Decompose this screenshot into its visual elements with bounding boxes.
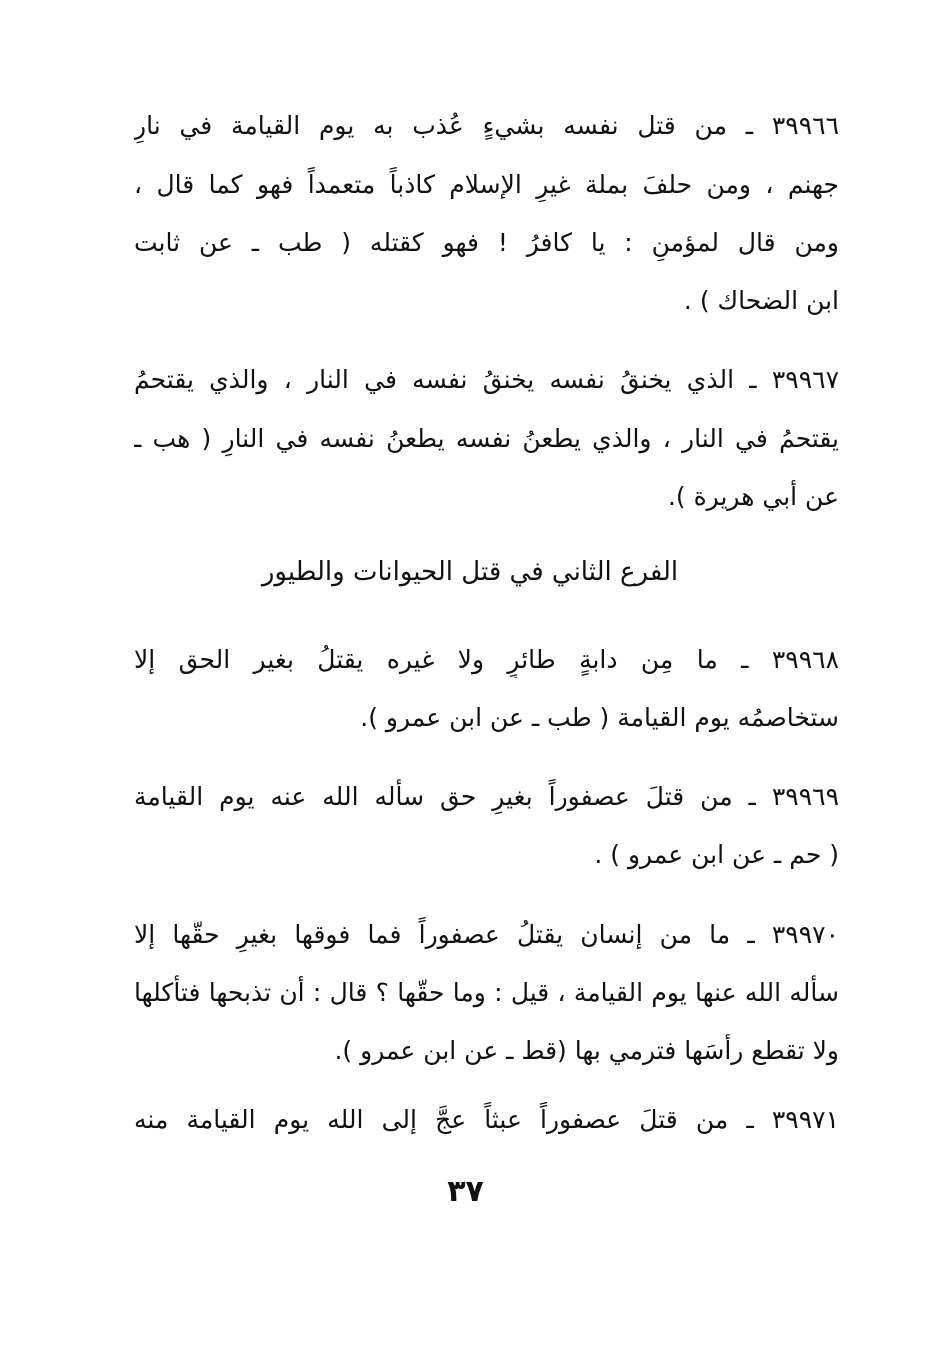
hadith-39966-line-4: ابن الضحاك ) . <box>683 286 839 315</box>
section-heading: الفرع الثاني في قتل الحيوانات والطيور <box>261 557 679 587</box>
page-number: ٣٧ <box>447 1174 484 1209</box>
hadith-39966-line-3: ومن قال لمؤمنٍ : يا كافرُ ! فهو كقتله ( طب ـ عن ثابت <box>134 228 839 257</box>
hadith-39970-line-1: ٣٩٩٧٠ ـ ما من إنسان يقتلُ عصفوراً فما فوقها بغيرِ حقّها إلا <box>134 920 839 949</box>
hadith-39970-line-3: ولا تقطع رأسَها فترمي بها (قط ـ عن ابن عمرو ). <box>334 1036 839 1065</box>
hadith-39968-line-1: ٣٩٩٦٨ ـ ما مِن دابةٍ طائرٍ ولا غيره يقتلُ بغير الحق إلا <box>134 645 839 674</box>
hadith-39968-line-2: ستخاصمُه يوم القيامة ( طب ـ عن ابن عمرو ). <box>360 703 839 732</box>
hadith-39966-line-1: ٣٩٩٦٦ ـ من قتل نفسه بشيءٍ عُذب به يوم القيامة في نارِ <box>134 111 839 140</box>
hadith-39967-line-2: يقتحمُ في النار ، والذي يطعنُ نفسه يطعنُ نفسه في النارِ ( هب ـ <box>134 424 839 453</box>
hadith-39970-line-2: سأله الله عنها يوم القيامة ، قيل : وما حقّها ؟ قال : أن تذبحها فتأكلها <box>134 978 839 1007</box>
hadith-39966-line-2: جهنم ، ومن حلفَ بملة غيرِ الإسلام كاذباً متعمداً فهو كما قال ، <box>134 170 839 199</box>
hadith-39969-line-2: ( حم ـ عن ابن عمرو ) . <box>594 840 839 869</box>
hadith-39967-line-3: عن أبي هريرة ). <box>667 482 839 511</box>
hadith-39969-line-1: ٣٩٩٦٩ ـ من قتلَ عصفوراً بغيرِ حق سأله الله عنه يوم القيامة <box>134 782 839 811</box>
hadith-39967-line-1: ٣٩٩٦٧ ـ الذي يخنقُ نفسه يخنقُ نفسه في النار ، والذي يقتحمُ <box>134 365 839 394</box>
hadith-39971-line-1: ٣٩٩٧١ ـ من قتلَ عصفوراً عبثاً عجَّ إلى الله يوم القيامة منه <box>134 1105 839 1134</box>
